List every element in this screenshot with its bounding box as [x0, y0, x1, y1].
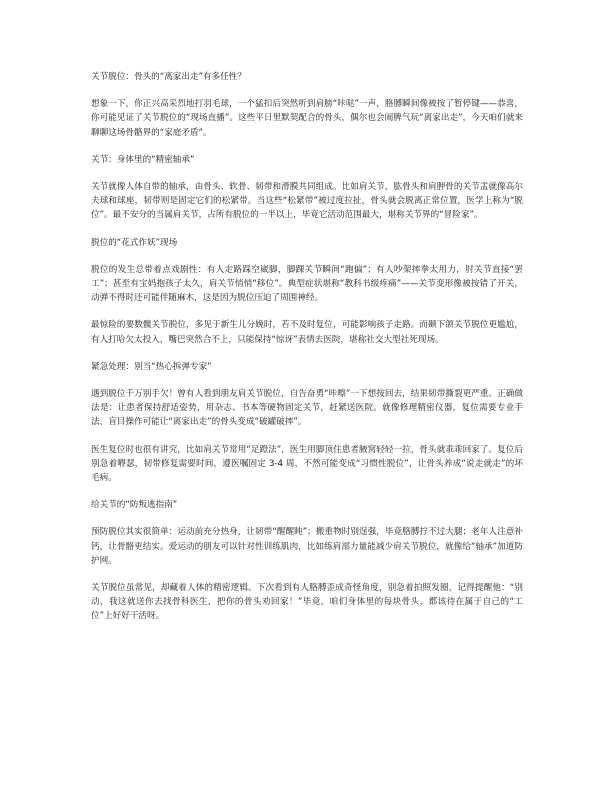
section-heading-joint: 关节：身体里的“精密轴承” — [91, 154, 195, 165]
emergency-paragraph: 遇到脱位千万别手欠！曾有人看到朋友肩关节脱位，自告奋勇“咔嚓”一下想按回去，结果韧带撕裂更严重。正确做法是：让患者保持舒适姿势，用杂志、书本等硬物固定关节，赶紧送医院。就像修理精密仪器，复位需要专业手法，盲目操作可能让“离家出走”的骨头变成“破罐破摔”。 — [91, 389, 523, 428]
joint-paragraph: 关节就像人体自带的轴承，由骨头、软骨、韧带和滑膜共同组成。比如肩关节，肱骨头和肩胛骨的关节盂就像高尔夫球和球座，韧带则是固定它们的松紧带。当这些“松紧带”被过度拉扯，骨头就会脱离正常位置，医学上称为“脱位”。最不安分的当属肩关节，占所有脱位的一半以上，毕竟它活动范围最大，堪称关节界的“冒险家”。 — [91, 182, 523, 221]
dislocation-paragraph: 脱位的发生总带着点戏剧性：有人走路踩空崴脚，脚踝关节瞬间“跑偏”；有人吵架摔拳太用力，肘关节直接“罢工”；甚至有宝妈抱孩子太久，肩关节悄悄“移位”。典型症状堪称“教科书级疼痛”——关节变形像被按错了开关，动弹不得时还可能伴随麻木，这是因为脱位压迫了周围神经。 — [91, 264, 523, 304]
article-title: 关节脱位：骨头的“离家出走”有多任性？ — [91, 72, 246, 82]
prevention-paragraph: 预防脱位其实很简单：运动前充分热身，让韧带“醒醒盹”；搬重物时别逞强，毕竟胳膊拧不过大腿；老年人注意补钙，让骨骼更结实。爱运动的朋友可以针对性训练肌肉，比如练肩部力量能减少肩关节脱位，就像给“轴承”加道防护网。 — [91, 527, 523, 566]
reduction-paragraph: 医生复位时也很有讲究，比如肩关节常用“足蹬法”，医生用脚顶住患者腋窝轻轻一拉，骨头就乖乖回家了。复位后别急着嘚瑟，韧带修复需要时间，遵医嘱固定 3-4 周，不然可能变成“习惯性脱位”，让骨头养成“说走就走”的坏毛病。 — [91, 444, 523, 484]
section-heading-emergency: 紧急处理：别当“热心拆弹专家” — [91, 361, 212, 372]
section-heading-dislocation: 脱位的“花式作妖”现场 — [91, 237, 178, 248]
intro-paragraph: 想象一下，你正兴高采烈地打羽毛球，一个猛扣后突然听到肩膀“咔哒”一声，胳膊瞬间像被按了暂停键——恭喜，你可能见证了关节脱位的“现场直播”。这些平日里默契配合的骨头，偶尔也会闹脾气玩“离家出走”，今天咱们就来聊聊这场骨骼界的“家庭矛盾”。 — [91, 99, 523, 138]
section-heading-prevention: 给关节的“防叛逃指南” — [91, 500, 178, 511]
conclusion-paragraph: 关节脱位虽常见，却藏着人体的精密逻辑。下次看到有人胳膊歪成奇怪角度，别急着拍照发圈，记得提醒他：“别动，我这就送你去找骨科医生，把你的骨头劝回家！”毕竟，咱们身体里的每块骨头，都该待在属于自己的“工位”上好好干活呀。 — [91, 583, 523, 622]
document-body — [91, 70, 523, 624]
hip-jaw-paragraph: 最惊险的要数髋关节脱位，多见于新生儿分娩时，若不及时复位，可能影响孩子走路。而颞下颌关节脱位更尴尬，有人打哈欠太投入，嘴巴突然合不上，只能保持“惊讶”表情去医院，堪称社交大型社死现场。 — [91, 320, 523, 345]
